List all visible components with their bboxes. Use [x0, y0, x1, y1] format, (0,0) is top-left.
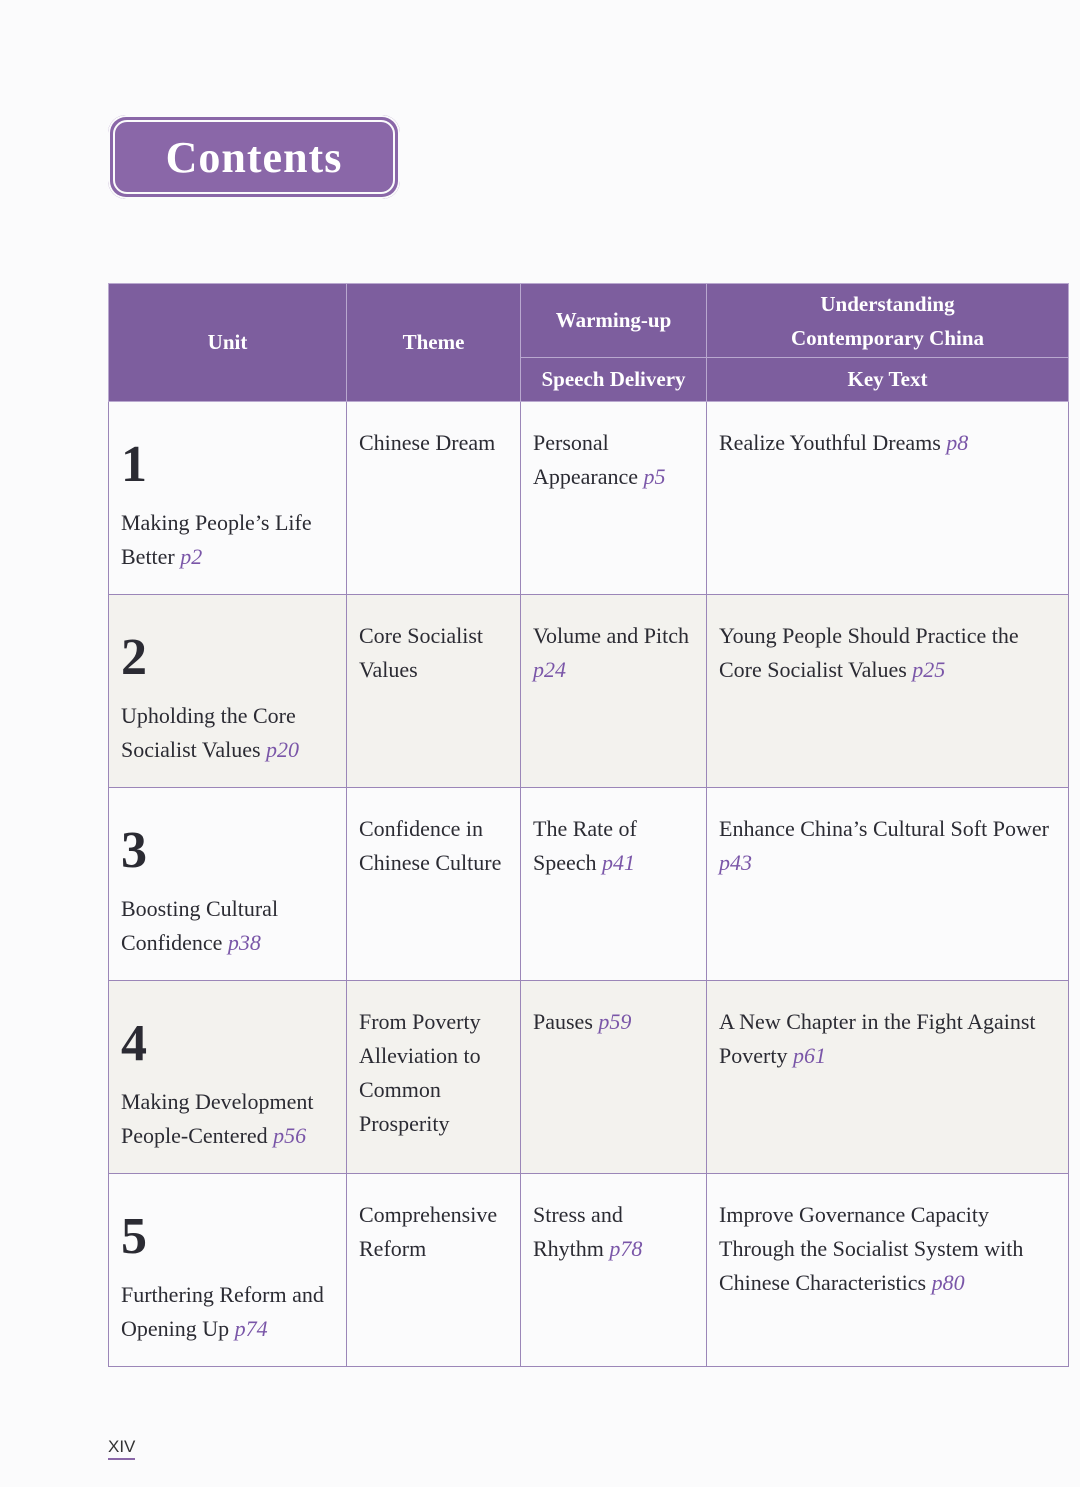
header-key-text: Key Text: [707, 358, 1069, 402]
header-speech-delivery: Speech Delivery: [521, 358, 707, 402]
table-row: [109, 402, 1069, 595]
header-unit: Unit: [109, 284, 347, 402]
speech-topic: The Rate of Speech: [533, 816, 637, 875]
header-understanding-line2: Contemporary China: [790, 325, 985, 350]
unit-number: 1: [121, 436, 147, 493]
speech-page-link[interactable]: p78: [609, 1236, 643, 1261]
speech-topic: Personal Appearance: [533, 430, 639, 489]
speech-page-link[interactable]: p59: [598, 1009, 632, 1034]
key-text-title: A New Chapter in the Fight Against Poverty: [719, 1009, 1036, 1068]
table-row: [109, 788, 1069, 981]
header-understanding: [707, 284, 1069, 358]
page-title: Contents: [165, 132, 343, 182]
header-understanding-line1: Understanding: [820, 291, 955, 316]
key-text-title: Young People Should Practice the Core Socialist Values: [719, 623, 1019, 682]
unit-page-link[interactable]: p56: [273, 1123, 307, 1148]
speech-topic: Pauses: [533, 1009, 593, 1034]
key-text-title: Realize Youthful Dreams: [719, 430, 941, 455]
unit-page-link[interactable]: p74: [234, 1316, 268, 1341]
unit-number: 3: [121, 822, 147, 879]
unit-number: 2: [121, 629, 147, 686]
speech-page-link[interactable]: p24: [533, 657, 566, 682]
unit-page-link[interactable]: p2: [180, 544, 203, 569]
key-text-title: Improve Governance Capacity Through the Socialist System with Chinese Characteristics: [719, 1202, 1024, 1295]
key-text-page-link[interactable]: p43: [719, 850, 752, 875]
speech-page-link[interactable]: p41: [602, 850, 636, 875]
speech-topic: Volume and Pitch: [533, 623, 690, 648]
header-theme: Theme: [347, 284, 521, 402]
unit-theme: Comprehensive Reform: [359, 1202, 498, 1261]
contents-table: [108, 283, 1069, 1367]
unit-number: 4: [121, 1015, 147, 1072]
key-text-page-link[interactable]: p25: [912, 657, 946, 682]
header-warming-up: Warming-up: [521, 284, 707, 358]
unit-title: Upholding the Core Socialist Values: [121, 703, 296, 762]
unit-theme: From Poverty Alleviation to Common Prosperity: [359, 1009, 481, 1136]
unit-theme: Confidence in Chinese Culture: [359, 816, 502, 875]
unit-title: Making People’s Life Better: [121, 510, 312, 569]
unit-number: 5: [121, 1208, 147, 1265]
unit-title: Boosting Cultural Confidence: [121, 896, 279, 955]
unit-theme: Chinese Dream: [359, 430, 496, 455]
table-row: [109, 981, 1069, 1174]
table-row: [109, 595, 1069, 788]
unit-page-link[interactable]: p38: [227, 930, 261, 955]
unit-theme: Core Socialist Values: [359, 623, 484, 682]
key-text-title: Enhance China’s Cultural Soft Power: [719, 816, 1049, 841]
key-text-page-link[interactable]: p8: [946, 430, 969, 455]
key-text-page-link[interactable]: p80: [931, 1270, 965, 1295]
page-number: XIV: [108, 1437, 135, 1460]
key-text-page-link[interactable]: p61: [792, 1043, 826, 1068]
table-row: [109, 1174, 1069, 1367]
unit-title: Furthering Reform and Opening Up: [121, 1282, 324, 1341]
contents-title-plate: [108, 115, 400, 199]
speech-page-link[interactable]: p5: [643, 464, 666, 489]
speech-topic: Stress and Rhythm: [533, 1202, 623, 1261]
unit-page-link[interactable]: p20: [266, 737, 300, 762]
unit-title: Making Development People-Centered: [121, 1089, 314, 1148]
